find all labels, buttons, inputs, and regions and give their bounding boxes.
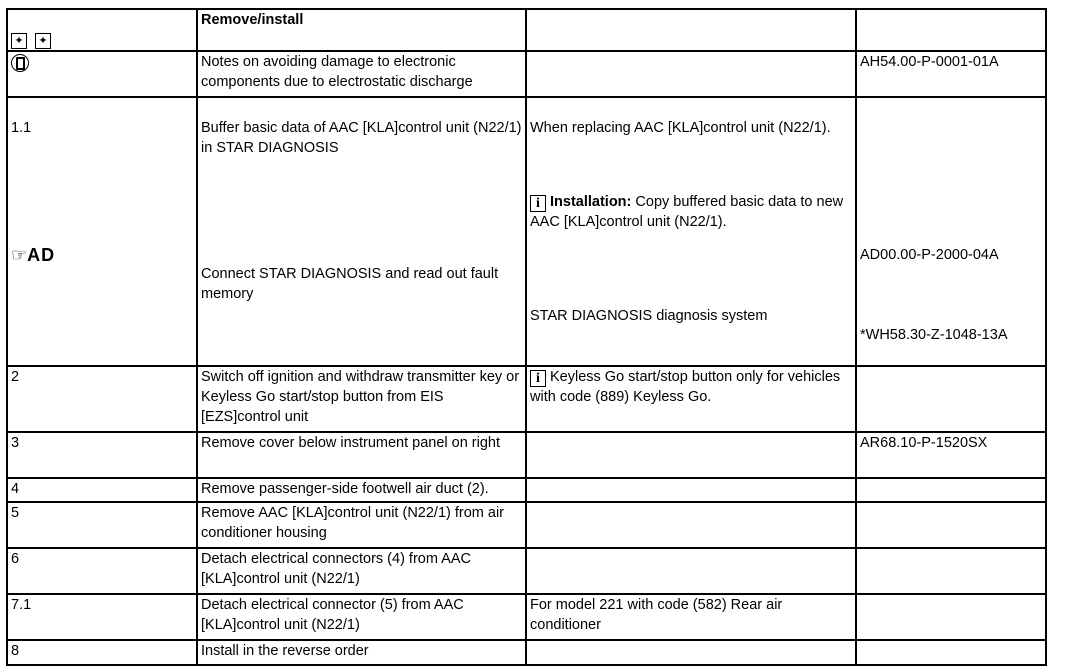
step-number: 2: [7, 366, 197, 432]
header-empty-cell: [856, 9, 1046, 51]
esd-warning-icon: [11, 54, 29, 72]
step-cell: [7, 51, 197, 97]
step-number: 4: [7, 478, 197, 502]
step-number: 8: [7, 640, 197, 665]
action-cell: Notes on avoiding damage to electronic components due to electrostatic discharge: [197, 51, 526, 97]
header-title: Remove/install: [197, 9, 526, 51]
action-cell: Remove cover below instrument panel on right: [197, 432, 526, 478]
ad-label: AD: [27, 245, 56, 265]
reference-cell: [856, 478, 1046, 502]
action-cell: Switch off ignition and withdraw transmitter key or Keyless Go start/stop button from EIS [EZS]control unit: [197, 366, 526, 432]
table-header-row: [7, 9, 1046, 51]
action-cell: Detach electrical connectors (4) from AAC [KLA]control unit (N22/1): [197, 548, 526, 594]
action-cell: Install in the reverse order: [197, 640, 526, 665]
table-row: [7, 502, 1046, 548]
reference-link[interactable]: *WH58.30-Z-1048-13A: [860, 327, 1008, 343]
note-cell: [526, 366, 856, 432]
sub-action-text: Connect STAR DIAGNOSIS and read out fault memory: [201, 266, 499, 302]
note-text: Keyless Go start/stop button only for vehicles with code (889) Keyless Go.: [530, 369, 841, 405]
note-cell: [526, 502, 856, 548]
reference-cell: [856, 502, 1046, 548]
reference-cell: [856, 548, 1046, 594]
reference-cell: [856, 97, 1046, 366]
action-cell: Remove passenger-side footwell air duct (2).: [197, 478, 526, 502]
info-icon: i: [530, 195, 546, 212]
step-number: 5: [7, 502, 197, 548]
table-row: [7, 594, 1046, 640]
table-row: [7, 366, 1046, 432]
step-number: 1.1: [11, 120, 32, 136]
table-row: [7, 548, 1046, 594]
note-cell: [526, 51, 856, 97]
note-cell: [526, 97, 856, 366]
pointing-hand-icon: ☞AD: [11, 245, 56, 265]
reference-cell: [856, 640, 1046, 665]
expand-icon[interactable]: ✦: [11, 33, 27, 49]
info-icon: i: [530, 370, 546, 387]
step-number: 3: [7, 432, 197, 478]
note-cell: [526, 640, 856, 665]
collapse-icon[interactable]: ✦: [35, 33, 51, 49]
table-row: [7, 51, 1046, 97]
installation-text: Copy buffered basic data to new AAC [KLA]control unit (N22/1).: [530, 194, 844, 230]
reference-link[interactable]: AR68.10-P-1520SX: [856, 432, 1046, 478]
action-cell: Remove AAC [KLA]control unit (N22/1) from air conditioner housing: [197, 502, 526, 548]
table-row: [7, 432, 1046, 478]
step-number: 6: [7, 548, 197, 594]
table-row: [7, 640, 1046, 665]
step-cell: [7, 97, 197, 366]
note-cell: [526, 548, 856, 594]
step-number: 7.1: [7, 594, 197, 640]
reference-cell: [856, 366, 1046, 432]
reference-cell: [856, 594, 1046, 640]
action-cell: [197, 97, 526, 366]
table-row: [7, 478, 1046, 502]
note-cell: [526, 432, 856, 478]
action-cell: Detach electrical connector (5) from AAC [KLA]control unit (N22/1): [197, 594, 526, 640]
note-cell: [526, 478, 856, 502]
note-cell: For model 221 with code (582) Rear air conditioner: [526, 594, 856, 640]
header-icons-cell: [7, 9, 197, 51]
sub-note-link[interactable]: STAR DIAGNOSIS diagnosis system: [530, 308, 768, 324]
installation-label: Installation:: [550, 194, 632, 210]
procedure-table: [6, 8, 1047, 666]
note-text: When replacing AAC [KLA]control unit (N22/1).: [530, 120, 831, 136]
action-text: Buffer basic data of AAC [KLA]control unit (N22/1) in STAR DIAGNOSIS: [201, 120, 522, 156]
table-row: [7, 97, 1046, 366]
reference-link[interactable]: AH54.00-P-0001-01A: [856, 51, 1046, 97]
header-empty-cell: [526, 9, 856, 51]
reference-link[interactable]: AD00.00-P-2000-04A: [860, 247, 999, 263]
